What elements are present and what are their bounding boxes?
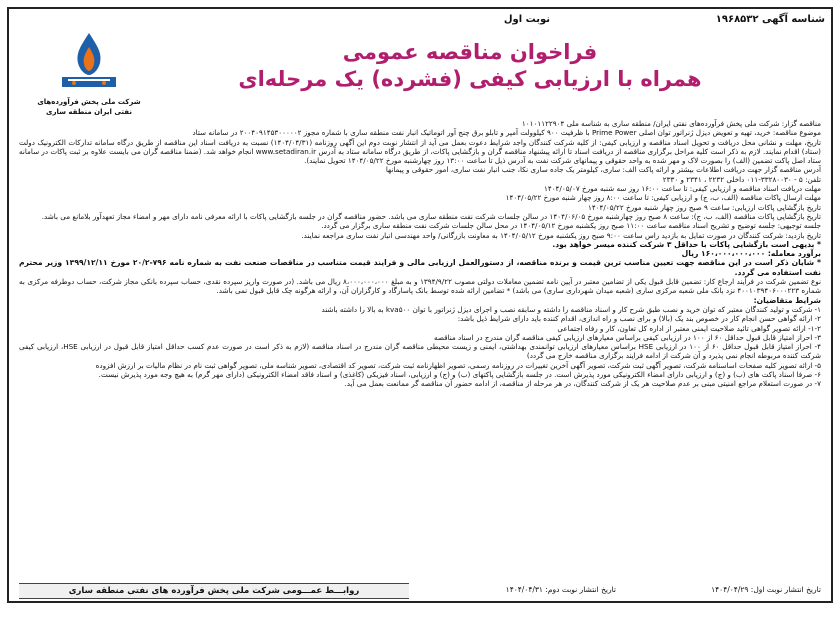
condition-4: ۴- احراز امتیاز قابل قبول حداقل ۶۰ از ۱۰۰ در ارزیابی HSE براساس معیارهای ارزیابی توانمندی بهداشتی، ایمنی و زیست محیطی مناقصه گران مندرج در اسناد مناقصه (لازم به ذکر است در صورت عدم کسب حداقل امتیاز قابل قبول در ارزیابی HSE، ارزیابی کیفی شرکت کننده مربوطه انجام نمی پذیرد و آن شرکت از ادامه فرایند برگزاری مناقصه خارج می گردد) (19, 342, 821, 361)
document-deadline: مهلت دریافت اسناد مناقصه و ارزیابی کیفی: تا ساعت ۱۶:۰۰ روز سه شنبه مورخ ۱۴۰۴/۰۵/۰۷ (543, 184, 821, 194)
applicant-conditions-heading: شرایط متقاضیان: (753, 295, 821, 305)
condition-1: ۱- شرکت و تولید کنندگان معتبر که توان خرید و نصب طبق شرح کار و اسناد مناقصه را داشته و سابقه نصب و اجرای دیزل ژنراتور با توان kva۵۰۰ به بالا را داشته باشند (321, 304, 821, 314)
nioc-flame-logo-icon (54, 29, 124, 91)
minimum-participants-note: * بدیهی است بازگشایی پاکات با حداقل ۳ شرکت کننده میسر خواهد بود. (552, 239, 821, 249)
condition-7: ۷- در صورت استعلام مراجع امنیتی مبنی بر عدم صلاحیت هر یک از شرکت کنندگان، در هر مرحله از مناقصه، از ادامه حضور آن مناقصه گر ممانعت بعمل می آید. (344, 379, 821, 389)
packages-opening-date: تاریخ بازگشایی پاکات مناقصه (الف، ب، ج): ساعت ۸ صبح روز چهارشنبه مورخ ۱۴۰۴/۰۶/۰۵ در سالن جلسات شرکت نفت منطقه ساری می باشد. حضور مناقصه گران در جلسه بازگشایی پاکات با ارائه معرفی نامه دارای مهر و امضاء مجاز تعهدآور بلامانع می باشد. (41, 211, 821, 221)
title-line-1: فراخوان مناقصه عمومی (342, 40, 598, 64)
tender-subject: موضوع مناقصه: خرید، تهیه و تعویض دیزل ژنراتور توان اصلی Prime Power با ظرفیت ۹۰۰ کیلوولت آمپر و تابلو برق چنج آور اتوماتیک انبار نفت منطقه ساری با شماره مجوز ۲۰۰۴۰۹۱۴۵۳۰۰۰۰۰۲ در سامانه ستاد (192, 128, 821, 138)
condition-5: ۵- ارائه تصویر کلیه صفحات اساسنامه شرکت، تصویر آگهی ثبت شرکت، تصویر آگهی آخرین تغییرات در روزنامه رسمی، تصویر اظهارنامه ثبت شرکت، تصویر کد اقتصادی، تصویر شناسه ملی، تصویر گواهی ثبت نام در نظام مالیات بر ارزش افزوده (95, 360, 821, 370)
second-publish-date: تاریخ انتشار نوبت دوم: ۱۴۰۴/۰۴/۳۱ (505, 585, 616, 594)
pricing-method-note: * شایان ذکر است در این مناقصه جهت تعیین مناسب ترین قیمت و برنده مناقصه، از دستورالعمل ارزیابی مالی و فرایند قیمت متناسب در مناقصات صنعت نفت به شماره نامه ۷۹۶-۲۰/۲ مورخ ۱۳۹۹/۱۲/۱۱ وزیر محترم نفت استفاده می گردد. (19, 258, 821, 277)
submission-deadline: مهلت ارسال پاکات مناقصه (الف، ب، ج) و ارزیابی کیفی: تا ساعت ۸:۰۰ روز چهار شنبه مورخ ۱۴۰۴/۰۵/۲۲ (505, 193, 821, 203)
ad-title (169, 39, 771, 93)
ad-number: شناسه آگهی ۱۹۶۸۵۳۲ (715, 14, 825, 25)
company-logo (29, 29, 149, 119)
tender-phone: تلفن: ۵ - ۳۳۲۸۰۰۳۰-۰۱۱ داخلی ۲۲۳۲ ، ۲۳۴۱ و ۲۳۳۰ (662, 174, 821, 184)
tender-address: آدرس مناقصه گزار جهت دریافت اطلاعات بیشتر و ارائه پاکت الف: ساری، کیلومتر یک جاده ساری نکا، جنب انبار نفت ساری، امور حقوقی و پیمانها (385, 165, 821, 175)
ad-footer (9, 577, 831, 601)
briefing-session: جلسه توجیهی: جلسه توضیح و تشریح اسناد مناقصه ساعت ۱۱:۰۰ صبح روز یکشنبه مورخ ۱۴۰۴/۰۵/۱۲ در محل سالن جلسات شرکت نفت منطقه ساری برگزار می گردد. (321, 221, 821, 231)
guarantee-type: نوع تضمین شرکت در فرآیند ارجاع کار: تضمین قابل قبول یکی از تضامین معتبر در آیین نامه تضمین معاملات دولتی مصوب ۱۳۹۴/۹/۲۲ و به مبلغ ۸،۰۰۰،۰۰۰،۰۰۰ ریال می باشد. (در صورت واریز سپرده نقدی، حساب سپرده بانکی مجاز شرکت، حساب دوطرفه مرکزی به شماره ۴۰۰۱۰۳۹۴۰۶۰۰۰۲۲۳ نزد بانک ملی شعبه مرکزی ساری (شعبه میدان شهرداری ساری) می باشد) * تضامین ارائه شده توسط بانک پاسارگاد و کارگزاران آن، و ارائه هرگونه چک قابل قبول نمی باشد. (19, 277, 821, 296)
condition-2-1: ۱-۲- ارائه تصویر گواهی تائید صلاحیت ایمنی معتبر از اداره کل تعاون، کار و رفاه اجتماعی (557, 323, 821, 333)
condition-2: ۲- ارائه گواهی حسن انجام کار در خصوص بند یک (بالا) و برای نصب و راه اندازی، اقدام کننده باید دارای شرایط ذیل باشد: (457, 314, 821, 324)
publish-turn: نوبت اول (503, 14, 550, 25)
tender-organizer: مناقصه گزار: شرکت ملی پخش فرآورده‌های نفتی ایران/ منطقه ساری به شناسه ملی ۱۰۱۰۱۱۲۲۹۰۴ (521, 119, 821, 128)
header-bar (15, 12, 825, 30)
tender-documents-info: تاریخ، مهلت و نشانی محل دریافت و تحویل اسناد مناقصه و ارزیابی کیفی: از کلیه شرکت کنندگان واجد شرایط دعوت بعمل می آید از انتشار نوبت دوم این آگهی روزنامه (۱۴۰۴/۰۴/۳۱) نسبت به دریافت اسناد این مناقصه از طریق درگاه سامانه تدارکات الکترونیک دولت (ستاد) اقدام نمایند. لازم به ذکر است کلیه مراحل برگزاری مناقصه از دریافت اسناد تا ارائه پیشنهاد مناقصه گران و بازگشایی پاکات، از طریق درگاه سامانه ستاد به آدرس www.setadiran.ir انجام خواهد شد. (ضمنا مناقصه گران می بایست علاوه بر ثبت پاکات در سامانه ستاد اصل پاکت تضمین (الف) را بصورت لاک و مهر شده به واحد حقوقی و پیمانهای شرکت نفت به آدرس ذیل تا ساعت ۱۳:۰۰ روز چهارشنبه مورخ ۱۴۰۴/۰۵/۲۲ تحویل نمایند). (19, 137, 821, 166)
first-publish-date: تاریخ انتشار نوبت اول: ۱۴۰۴/۰۴/۲۹ (711, 585, 821, 594)
title-line-2: همراه با ارزیابی کیفی (فشرده) یک مرحله‌ای (238, 67, 702, 91)
condition-6: ۶- صرفا اسناد پاکت های (ب) و (ج) و ارزیابی دارای امضاء الکترونیکی مورد پذیرش است. در جلسه بازگشایی پاکتهای (ب) و (ج) و ارزیابی، اسناد فیزیکی (کاغذی) و اسناد فاقد امضاء الکترونیکی (دارای مهر گرم) به هیچ وجه مورد پذیرش نیست. (98, 370, 821, 380)
public-relations-band: روابـــط عمـــومی شرکت ملی پخش فرآورده های نفتی منطقه ساری (19, 583, 409, 599)
ad-body (19, 119, 821, 575)
estimated-value: برآورد معامله: ۱۶۰،۰۰۰،۰۰۰،۰۰۰ ریال (681, 249, 821, 259)
ad-page (7, 7, 833, 603)
condition-3: ۳- احراز امتیاز قابل قبول حداقل ۶۰ از ۱۰۰ در ارزیابی کیفی براساس معیارهای ارزیابی کیفی مناقصه گران مندرج در اسناد مناقصه (433, 332, 821, 342)
evaluation-opening-date: تاریخ بازگشایی پاکات ارزیابی: ساعت ۹ صبح روز چهار شنبه مورخ ۱۴۰۴/۰۵/۲۲ (587, 202, 821, 212)
site-visit: تاریخ بازدید: شرکت کنندگان در صورت تمایل به بازدید راس ساعت ۹:۰۰ صبح روز یکشنبه مورخ ۱۴۰۴/۰۵/۱۲ به معاونت بازرگانی/ واحد مهندسی انبار نفت ساری مراجعه نمایند. (301, 230, 821, 240)
logo-caption: شرکت ملی پخش فرآورده‌های نفتی ایران منطقه ساری (37, 98, 141, 116)
